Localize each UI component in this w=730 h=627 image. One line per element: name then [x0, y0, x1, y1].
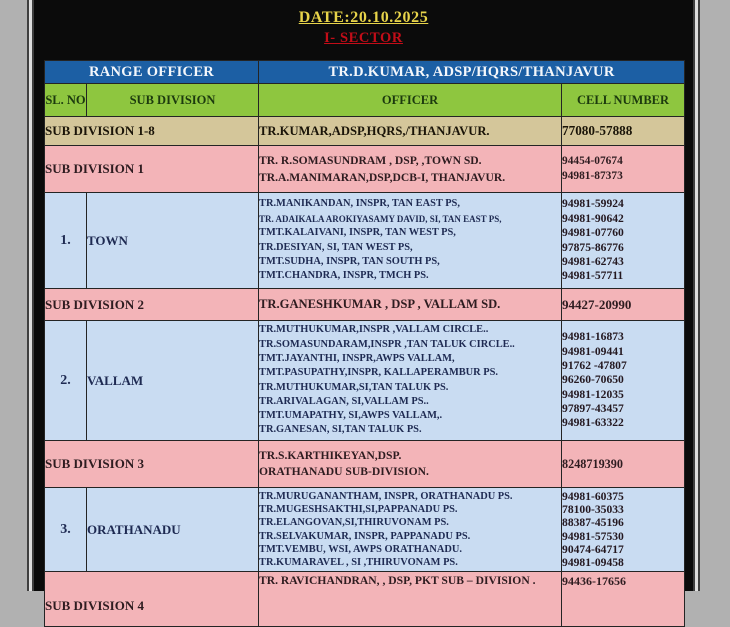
col-header-officer: OFFICER: [259, 84, 562, 117]
cell-number-line: 88387-45196: [562, 516, 624, 530]
division-label: VALLAM: [87, 321, 259, 441]
cell-number-line: 94981-90642: [562, 211, 624, 225]
officer-line: TMT.UMAPATHY, SI,AWPS VALLAM,.: [259, 410, 443, 422]
officer-line: TMT.CHANDRA, INSPR, TMCH PS.: [259, 270, 429, 282]
range-officer-label: RANGE OFFICER: [45, 61, 259, 84]
cell-number-line: 94981-62743: [562, 254, 624, 268]
cell-number-line: 91762 -47807: [562, 359, 627, 373]
cell-number-line: 94454-07674: [562, 154, 623, 167]
officer-line: TR.SOMASUNDARAM,INSPR ,TAN TALUK CIRCLE..: [259, 338, 515, 350]
cell-number-line: 97897-43457: [562, 401, 624, 415]
serial-number: 1.: [45, 193, 87, 289]
officer-line: ORATHANADU SUB-DIVISION.: [259, 465, 429, 478]
division-label: SUB DIVISION 1: [45, 146, 259, 193]
officer-line: TMT.PASUPATHY,INSPR, KALLAPERAMBUR PS.: [259, 367, 499, 379]
cell-number-line: 8248719390: [562, 456, 623, 471]
row-town: [45, 193, 685, 289]
officer-line: TR.DESIYAN, SI, TAN WEST PS,: [259, 241, 413, 253]
officer-line: TR.MANIKANDAN, INSPR, TAN EAST PS,: [259, 198, 460, 210]
officer-line: TR. RAVICHANDRAN, , DSP, PKT SUB – DIVISION .: [259, 574, 536, 587]
row-orathanadu: [45, 488, 685, 572]
cell-number-line: 94981-09441: [562, 344, 624, 358]
officer-line: TMT.SUDHA, INSPR, TAN SOUTH PS,: [259, 255, 440, 267]
officer-line: TR.ELANGOVAN,SI,THIRUVONAM PS.: [259, 517, 449, 529]
range-officer-row: [45, 61, 685, 84]
cell-number-line: 94981-07760: [562, 226, 624, 240]
officer-line: TR.GANESAN, SI,TAN TALUK PS.: [259, 424, 422, 436]
cell-number-line: 96260-70650: [562, 373, 624, 387]
cell-number-line: 97875-86776: [562, 240, 624, 254]
division-label: SUB DIVISION 2: [45, 289, 259, 321]
cell-number-line: 94981-63322: [562, 416, 624, 430]
serial-number: 2.: [45, 321, 87, 441]
cell-number-line: 94981-16873: [562, 330, 624, 344]
col-header-cell-number: CELL NUMBER: [562, 84, 685, 117]
division-label: SUB DIVISION 4: [45, 572, 259, 627]
cell-number-line: 94427-20990: [562, 296, 632, 312]
right-margin-rule: [693, 0, 700, 591]
cell-number-line: 94981-60375: [562, 489, 624, 503]
officer-line: TR.GANESHKUMAR , DSP , VALLAM SD.: [259, 297, 501, 311]
officer-directory-table: [44, 60, 685, 627]
officer-line: TR.MUTHUKUMAR,INSPR ,VALLAM CIRCLE..: [259, 324, 489, 336]
officer-line: TR.KUMAR,ADSP,HQRS,/THANJAVUR.: [259, 123, 490, 138]
officer-line: TMT.KALAIVANI, INSPR, TAN WEST PS,: [259, 227, 456, 239]
cell-number-line: 94981-09458: [562, 555, 624, 569]
row-sub-division-3: [45, 441, 685, 488]
cell-number-line: 90474-64717: [562, 542, 624, 556]
officer-line: TR.KUMARAVEL , SI ,THIRUVONAM PS.: [259, 556, 458, 568]
row-sub-division-1: [45, 146, 685, 193]
officer-line: TR.S.KARTHIKEYAN,DSP.: [259, 449, 402, 462]
officer-line: TMT.VEMBU, WSI, AWPS ORATHANADU.: [259, 543, 462, 555]
date-heading: DATE:20.10.2025: [298, 9, 429, 26]
officer-line: TR.MUTHUKUMAR,SI,TAN TALUK PS.: [259, 381, 449, 393]
document-header: [34, 0, 693, 47]
col-header-sub-division: SUB DIVISION: [87, 84, 259, 117]
row-sub-division-4: [45, 572, 685, 627]
division-label: SUB DIVISION 1-8: [45, 117, 259, 146]
division-label: ORATHANADU: [87, 488, 259, 572]
officer-line: TR.MURUGANANTHAM, INSPR, ORATHANADU PS.: [259, 490, 513, 502]
row-sub-division-2: [45, 289, 685, 321]
division-label: TOWN: [87, 193, 259, 289]
left-margin-rule: [27, 0, 34, 591]
column-header-row: [45, 84, 685, 117]
cell-number-line: 77080-57888: [562, 123, 633, 138]
row-vallam: [45, 321, 685, 441]
cell-number-line: 94981-57711: [562, 269, 624, 283]
officer-line: TR.ARIVALAGAN, SI,VALLAM PS..: [259, 395, 429, 407]
officer-line: TR.SELVAKUMAR, INSPR, PAPPANADU PS.: [259, 530, 471, 542]
sector-heading: I- SECTOR: [324, 30, 403, 46]
range-officer-value: TR.D.KUMAR, ADSP/HQRS/THANJAVUR: [259, 61, 685, 84]
serial-number: 3.: [45, 488, 87, 572]
officer-line: TR. R.SOMASUNDRAM , DSP, ,TOWN SD.: [259, 154, 482, 167]
cell-number-line: 94981-59924: [562, 197, 624, 211]
cell-number-line: 94981-57530: [562, 529, 624, 543]
col-header-sl-no: SL. NO: [45, 84, 87, 117]
cell-number-line: 94981-87373: [562, 170, 623, 182]
cell-number-line: 94436-17656: [562, 574, 627, 588]
cell-number-line: 78100-35033: [562, 503, 624, 517]
officer-line: TR.MUGESHSAKTHI,SI,PAPPANADU PS.: [259, 504, 458, 516]
document-page: [34, 0, 693, 613]
row-sub-division-1-8: [45, 117, 685, 146]
officer-line: TR. ADAIKALA AROKIYASAMY DAVID, SI, TAN EAST PS,: [259, 213, 502, 224]
officer-line: TMT.JAYANTHI, INSPR,AWPS VALLAM,: [259, 352, 455, 364]
officer-line: TR.A.MANIMARAN,DSP,DCB-I, THANJAVUR.: [259, 171, 506, 184]
division-label: SUB DIVISION 3: [45, 441, 259, 488]
cell-number-line: 94981-12035: [562, 387, 624, 401]
